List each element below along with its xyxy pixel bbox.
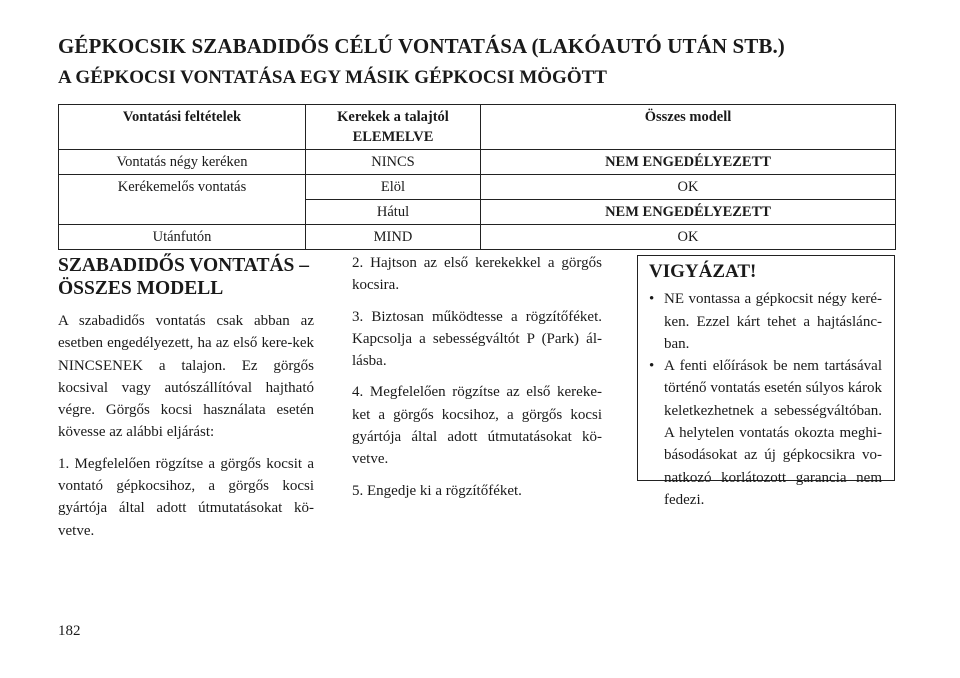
table-cell-result: OK — [481, 175, 896, 200]
table-cell-condition: Utánfutón — [59, 225, 306, 250]
left-column — [58, 252, 314, 551]
table-cell-condition: Vontatás négy keréken — [59, 150, 306, 175]
table-header-row — [59, 105, 896, 150]
bullet-icon: • — [649, 358, 655, 375]
bullet-icon: • — [649, 291, 655, 308]
table-row — [59, 150, 896, 175]
table-cell-result: OK — [481, 225, 896, 250]
towing-table — [58, 104, 896, 250]
page-title: GÉPKOCSIK SZABADIDŐS CÉLÚ VONTATÁSA (LAKÓAUTÓ UTÁN STB.) — [58, 34, 785, 58]
table-header-wheels-text: Kerekek a talajtól ELEMELVE — [337, 109, 449, 145]
table-header-models: Összes modell — [481, 105, 896, 150]
table-row — [59, 225, 896, 250]
step-2: 2. Hajtson az első kerekekkel a görgős kocsira. — [352, 255, 602, 294]
table-cell-result: NEM ENGEDÉLYEZETT — [481, 150, 896, 175]
caution-item-text: NE vontassa a gépkocsit négy keré-ken. Ezzel kárt tehet a hajtáslánc-ban. — [664, 291, 882, 352]
caution-box — [637, 255, 895, 508]
caution-list — [649, 288, 882, 511]
step-1: 1. Megfelelően rögzítse a görgős kocsit a vontató gépkocsihoz, a görgős kocsi gyártója által adott útmutatásokat kö-vetve. — [58, 455, 314, 539]
section-intro: A szabadidős vontatás csak abban az esetben engedélyezett, ha az első kere-kek NINCSENEK a talajon. Ez görgős kocsival vagy autószállítóval hajtható végre. Görgős kocsi használata esetén kövesse az alábbi eljárást: — [58, 313, 314, 441]
caution-item-text: A fenti előírások be nem tartásával történő vontatás esetén súlyos károk keletkezhetnek a sebességváltóban. A helytelen vontatás okozta meghi-básodásokat az új gépkocsikra vo-natkozó korlátozott garancia nem fedezi. — [664, 358, 882, 508]
step-5: 5. Engedje ki a rögzítőféket. — [352, 482, 522, 499]
table-cell-result: NEM ENGEDÉLYEZETT — [481, 200, 896, 225]
step-4: 4. Megfelelően rögzítse az első kereke-ket a görgős kocsihoz, a görgős kocsi gyártója által adott útmutatásokat kö-vetve. — [352, 384, 602, 468]
table-cell-wheels: MIND — [306, 225, 481, 250]
table-row — [59, 175, 896, 200]
table-cell-condition — [59, 200, 306, 225]
section-title: SZABADIDŐS VONTATÁS – ÖSSZES MODELL — [58, 255, 310, 299]
page-subtitle: A GÉPKOCSI VONTATÁSA EGY MÁSIK GÉPKOCSI MÖGÖTT — [58, 67, 607, 88]
caution-title: VIGYÁZAT! — [649, 261, 757, 282]
table-row — [59, 200, 896, 225]
table-cell-condition: Kerékemelős vontatás — [59, 175, 306, 200]
step-3: 3. Biztosan működtesse a rögzítőféket. Kapcsolja a sebességváltót P (Park) ál-lásba. — [352, 308, 602, 370]
caution-item — [649, 288, 882, 355]
table-header-condition: Vontatási feltételek — [59, 105, 306, 150]
caution-item — [649, 355, 882, 511]
table-cell-wheels: NINCS — [306, 150, 481, 175]
middle-column — [352, 252, 602, 511]
page-number: 182 — [58, 623, 81, 639]
table-header-wheels — [306, 105, 481, 150]
table-cell-wheels: Hátul — [306, 200, 481, 225]
table-cell-wheels: Elöl — [306, 175, 481, 200]
